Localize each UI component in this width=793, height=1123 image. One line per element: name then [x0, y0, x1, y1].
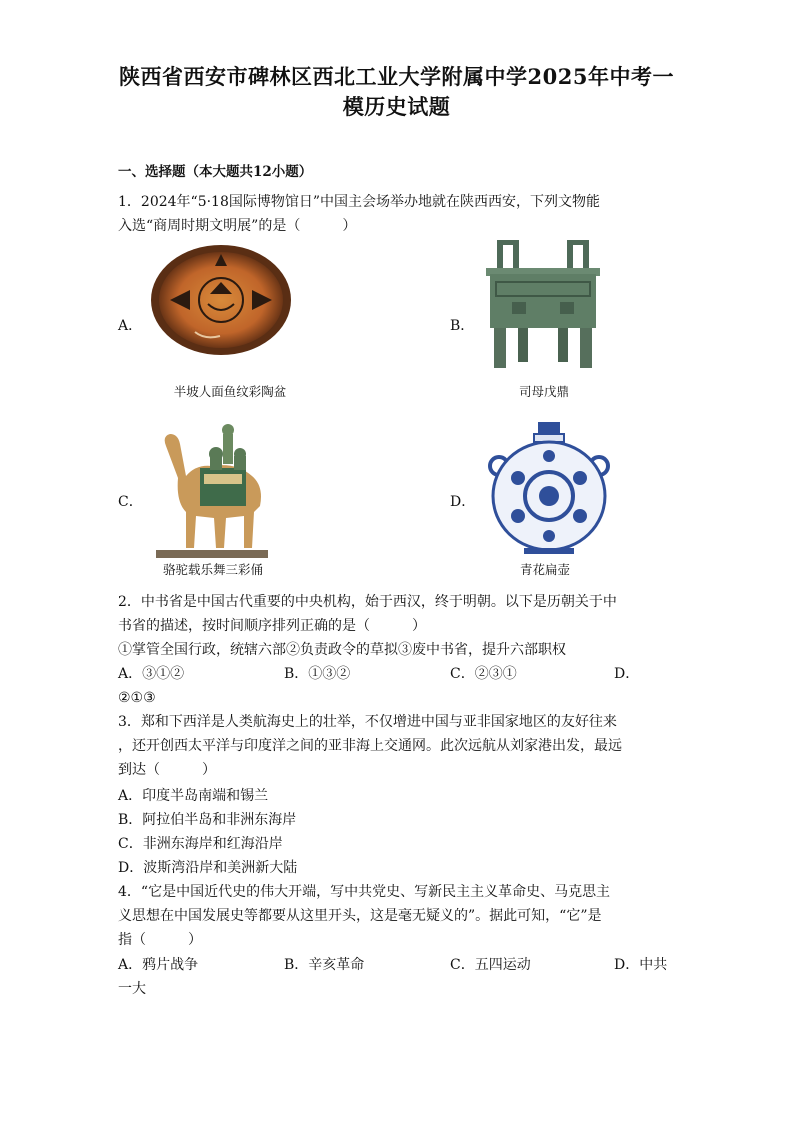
q1-option-c-letter: C． — [118, 494, 143, 510]
painted-pottery-basin-icon — [150, 244, 292, 356]
q1-option-a-letter: A． — [118, 318, 143, 334]
q2-option-b: B．①③② — [284, 666, 351, 682]
q4-stem-line-2: 义思想在中国发展史等都要从这里开头，这是毫无疑义的”。据此可知，“它”是 — [118, 908, 602, 924]
q2-option-c: C．②③① — [450, 666, 517, 682]
q4-option-d: D．中共 — [614, 957, 668, 973]
q1-stem-line-2: 入选“商周时期文明展”的是（ ） — [118, 218, 357, 234]
q3-stem-line-3: 到达（ ） — [118, 762, 216, 778]
q3-stem-line-1: 3．郑和下西洋是人类航海史上的壮举，不仅增进中国与亚非国家地区的友好往来 — [118, 714, 617, 730]
q4-option-c: C．五四运动 — [450, 957, 531, 973]
q1-option-c-caption: 骆驼载乐舞三彩俑 — [162, 562, 263, 577]
q2-stem-line-2: 书省的描述，按时间顺序排列正确的是（ ） — [118, 618, 426, 634]
page-title — [100, 62, 693, 122]
q4-option-a: A．鸦片战争 — [118, 957, 199, 973]
q3-stem-line-2: ，还开创西太平洋与印度洋之间的亚非海上交通网。此次远航从刘家港出发，最远 — [118, 738, 622, 754]
q1-stem-line-1: 1．2024年“5·18国际博物馆日”中国主会场举办地就在陕西西安，下列文物能 — [118, 194, 601, 210]
q1-option-d-caption: 青花扁壶 — [519, 562, 570, 577]
q1-option-d-letter: D． — [450, 494, 476, 510]
q4-option-d-wrap: 一大 — [118, 981, 146, 997]
q3-option-d: D．波斯湾沿岸和美洲新大陆 — [118, 860, 298, 876]
q3-option-b: B．阿拉伯半岛和非洲东海岸 — [118, 812, 297, 828]
q3-option-a: A．印度半岛南端和锡兰 — [118, 788, 269, 804]
title-line-2: 模历史试题 — [342, 94, 451, 119]
q2-option-d-wrap: ②①③ — [118, 690, 156, 706]
q4-stem-line-1: 4．“它是中国近代史的伟大开端，写中共党史、写新民主主义革命史、马克思主 — [118, 884, 611, 900]
q4-option-b: B．辛亥革命 — [284, 957, 365, 973]
bronze-ding-cauldron-icon — [482, 240, 604, 380]
blue-white-flask-icon — [488, 422, 610, 556]
section-heading: 一、选择题（本大题共12小题） — [118, 164, 313, 180]
q1-option-b-letter: B． — [450, 318, 475, 334]
q1-option-b-caption: 司母戊鼎 — [518, 384, 569, 399]
title-line-1: 陕西省西安市碑林区西北工业大学附属中学2025年中考一 — [119, 64, 674, 89]
q2-stem-line-3: ①掌管全国行政，统辖六部②负责政令的草拟③废中书省，提升六部职权 — [118, 642, 566, 658]
q3-option-c: C．非洲东海岸和红海沿岸 — [118, 836, 283, 852]
q2-stem-line-1: 2．中书省是中国古代重要的中央机构，始于西汉，终于明朝。以下是历朝关于中 — [118, 594, 617, 610]
q2-option-d: D． — [614, 666, 640, 682]
tricolor-camel-figurine-icon — [156, 416, 268, 558]
q4-stem-line-3: 指（ ） — [118, 932, 202, 948]
q2-option-a: A．③①② — [118, 666, 185, 682]
q1-option-a-caption: 半坡人面鱼纹彩陶盆 — [173, 384, 287, 399]
